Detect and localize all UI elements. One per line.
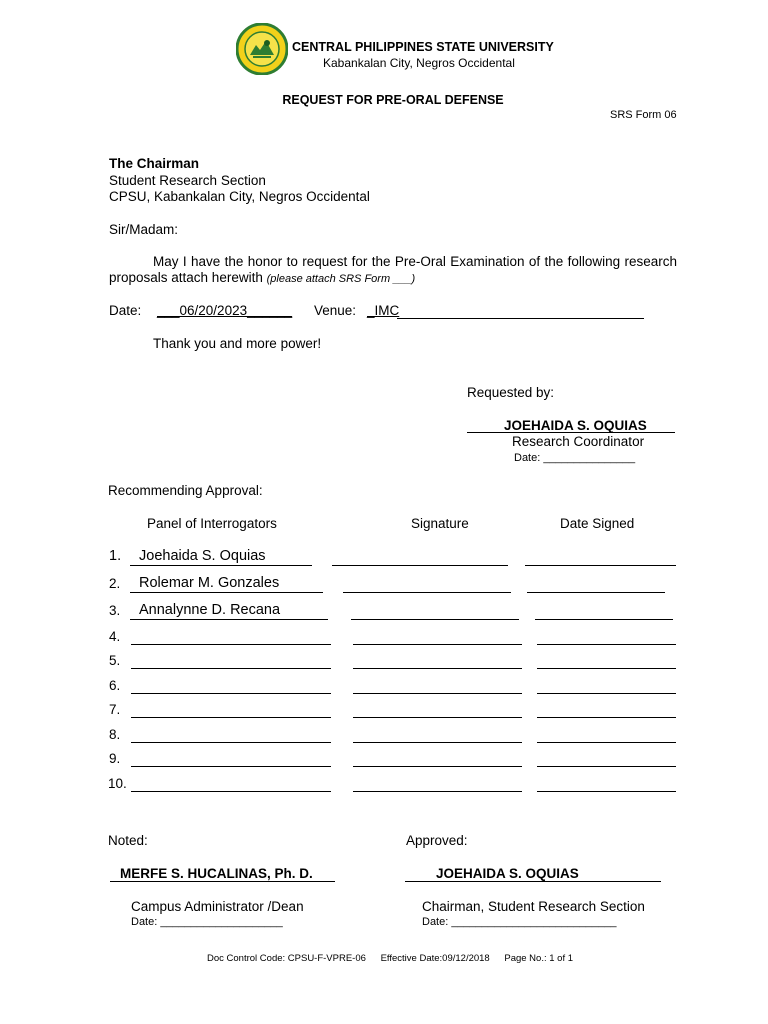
request-text: May I have the honor to request for the Pre-Oral Examination of the following research proposals attach herewith bbox=[109, 254, 677, 285]
attach-note: (please attach SRS Form ___) bbox=[266, 273, 416, 285]
signature-line bbox=[353, 766, 522, 767]
date-signed-line bbox=[537, 693, 676, 694]
page-number: Page No.: 1 of 1 bbox=[504, 953, 574, 964]
panel-row-number: 9. bbox=[109, 751, 121, 766]
date-signed-line bbox=[535, 619, 673, 620]
addressee-line1: Student Research Section bbox=[109, 173, 266, 188]
date-signed-line bbox=[537, 668, 676, 669]
doc-control-code: Doc Control Code: CPSU-F-VPRE-06 bbox=[207, 953, 366, 964]
noted-name: MERFE S. HUCALINAS, Ph. D. bbox=[120, 866, 313, 881]
name-line bbox=[131, 668, 331, 669]
panel-row-number: 3. bbox=[109, 603, 121, 618]
noted-signature-line bbox=[110, 881, 335, 882]
date-signed-line bbox=[537, 766, 676, 767]
panel-row-number: 7. bbox=[109, 702, 121, 717]
approved-signature-line bbox=[405, 881, 661, 882]
addressee-line2: CPSU, Kabankalan City, Negros Occidental bbox=[109, 189, 370, 204]
recommending-approval-label: Recommending Approval: bbox=[108, 483, 263, 498]
requested-by-name: JOEHAIDA S. OQUIAS bbox=[504, 418, 647, 433]
panel-row-number: 2. bbox=[109, 576, 121, 591]
noted-position: Campus Administrator /Dean bbox=[131, 899, 304, 914]
addressee-title: The Chairman bbox=[109, 156, 200, 171]
name-line bbox=[131, 791, 331, 792]
university-location: Kabankalan City, Negros Occidental bbox=[323, 56, 515, 70]
requested-by-line bbox=[467, 432, 675, 433]
date-signed-line bbox=[525, 565, 676, 566]
requested-by-date: Date: _______________ bbox=[514, 452, 636, 464]
name-line bbox=[130, 592, 323, 593]
panel-row-number: 5. bbox=[109, 653, 121, 668]
panel-header-signature: Signature bbox=[411, 516, 469, 531]
panel-row-number: 10. bbox=[108, 776, 127, 791]
form-title: REQUEST FOR PRE-ORAL DEFENSE bbox=[282, 93, 504, 107]
approved-date: Date: ___________________________ bbox=[422, 916, 617, 928]
panel-row-number: 4. bbox=[109, 629, 121, 644]
name-line bbox=[130, 565, 312, 566]
signature-line bbox=[353, 693, 522, 694]
panel-row-number: 8. bbox=[109, 727, 121, 742]
panel-member-name: Joehaida S. Oquias bbox=[139, 548, 266, 564]
document-footer bbox=[207, 953, 585, 964]
name-line bbox=[131, 644, 331, 645]
panel-member-name: Annalynne D. Recana bbox=[139, 602, 281, 618]
date-signed-line bbox=[527, 592, 665, 593]
salutation: Sir/Madam: bbox=[109, 222, 179, 237]
signature-line bbox=[332, 565, 508, 566]
effective-date: Effective Date:09/12/2018 bbox=[380, 953, 490, 964]
closing: Thank you and more power! bbox=[153, 336, 322, 351]
university-name: CENTRAL PHILIPPINES STATE UNIVERSITY bbox=[292, 40, 554, 54]
date-signed-line bbox=[537, 742, 676, 743]
signature-line bbox=[353, 742, 522, 743]
name-line bbox=[131, 693, 331, 694]
name-line bbox=[131, 717, 331, 718]
venue-label: Venue: bbox=[314, 303, 357, 318]
form-number: SRS Form 06 bbox=[610, 109, 677, 121]
date-signed-line bbox=[537, 644, 676, 645]
panel-row-number: 1. bbox=[109, 548, 122, 564]
panel-row-number: 6. bbox=[109, 678, 121, 693]
noted-date: Date: ____________________ bbox=[131, 916, 283, 928]
name-line bbox=[131, 766, 331, 767]
noted-label: Noted: bbox=[108, 833, 148, 848]
approved-label: Approved: bbox=[406, 833, 468, 848]
panel-member-name: Rolemar M. Gonzales bbox=[139, 575, 280, 591]
university-seal-logo bbox=[236, 23, 288, 75]
date-signed-line bbox=[537, 717, 676, 718]
signature-line bbox=[351, 619, 519, 620]
name-line bbox=[131, 742, 331, 743]
requested-by-label: Requested by: bbox=[467, 385, 555, 400]
name-line bbox=[130, 619, 328, 620]
requested-by-position: Research Coordinator bbox=[512, 434, 645, 449]
panel-header-interrogators: Panel of Interrogators bbox=[147, 516, 277, 531]
date-label: Date: bbox=[109, 303, 142, 318]
panel-header-date-signed: Date Signed bbox=[560, 516, 635, 531]
approved-position: Chairman, Student Research Section bbox=[422, 899, 645, 914]
signature-line bbox=[353, 644, 522, 645]
signature-line bbox=[353, 668, 522, 669]
date-value: ___06/20/2023______ bbox=[157, 303, 293, 318]
date-signed-line bbox=[537, 791, 676, 792]
venue-value: _IMC bbox=[367, 303, 400, 318]
signature-line bbox=[353, 791, 522, 792]
signature-line bbox=[343, 592, 511, 593]
venue-line bbox=[397, 318, 644, 319]
request-paragraph bbox=[109, 254, 677, 287]
signature-line bbox=[353, 717, 522, 718]
approved-name: JOEHAIDA S. OQUIAS bbox=[436, 866, 579, 881]
